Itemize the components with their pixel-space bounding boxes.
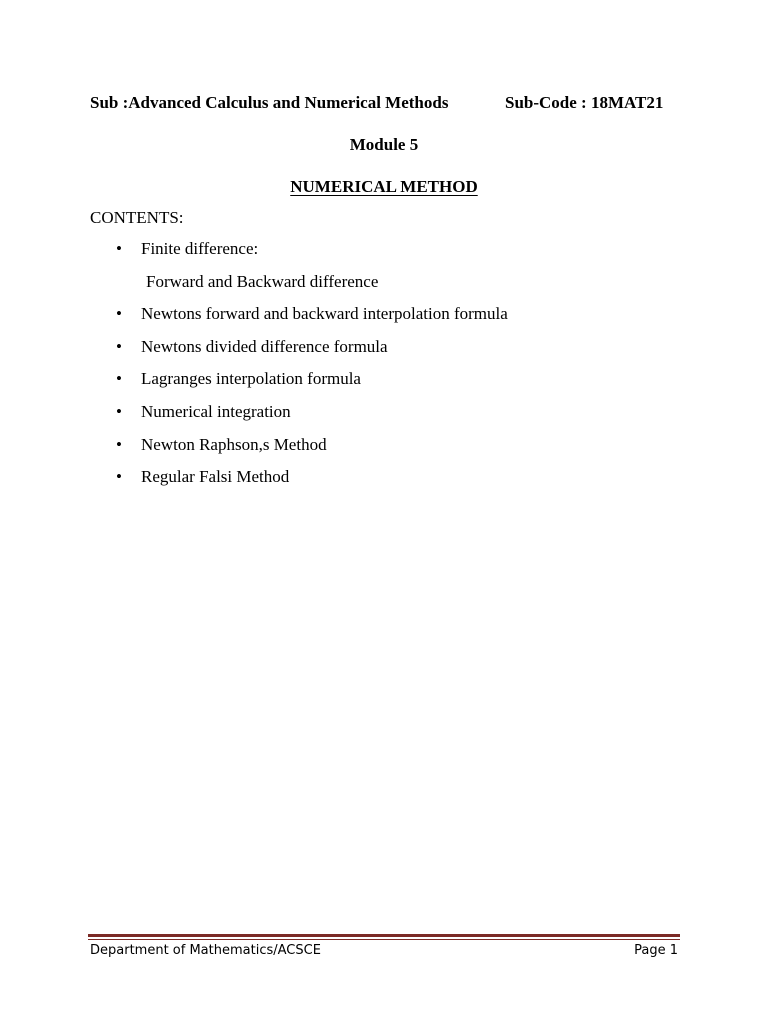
list-item	[116, 402, 508, 435]
subject-header	[90, 93, 670, 113]
footer-divider-thin	[88, 939, 680, 940]
footer-divider	[88, 934, 680, 937]
list-item-text: Newtons forward and backward interpolation formula	[141, 304, 508, 324]
module-title: Module 5	[349, 135, 419, 154]
section-title	[0, 177, 768, 197]
list-item	[116, 337, 508, 370]
list-item	[116, 239, 508, 272]
footer-page-number: Page 1	[634, 943, 678, 958]
contents-label: CONTENTS:	[90, 208, 184, 227]
list-item	[116, 467, 508, 500]
contents-list	[116, 239, 508, 500]
list-item-text: Newton Raphson,s Method	[141, 434, 327, 454]
list-item-text: Regular Falsi Method	[141, 467, 290, 487]
list-item	[116, 435, 508, 468]
section-title-text: NUMERICAL METHOD	[290, 177, 478, 196]
subject-title: Sub :Advanced Calculus and Numerical Methods	[90, 93, 449, 112]
list-item-text: Finite difference:	[141, 239, 259, 258]
list-item-text: Forward and Backward difference	[146, 271, 379, 291]
list-item-text: Newtons divided difference formula	[141, 336, 388, 356]
list-item-text: Numerical integration	[141, 401, 291, 421]
list-item	[116, 369, 508, 402]
list-item-text: Lagranges interpolation formula	[141, 369, 361, 389]
footer-department: Department of Mathematics/ACSCE	[90, 943, 321, 958]
subject-code: Sub-Code : 18MAT21	[505, 93, 664, 112]
list-subitem	[116, 272, 508, 305]
list-item	[116, 304, 508, 337]
